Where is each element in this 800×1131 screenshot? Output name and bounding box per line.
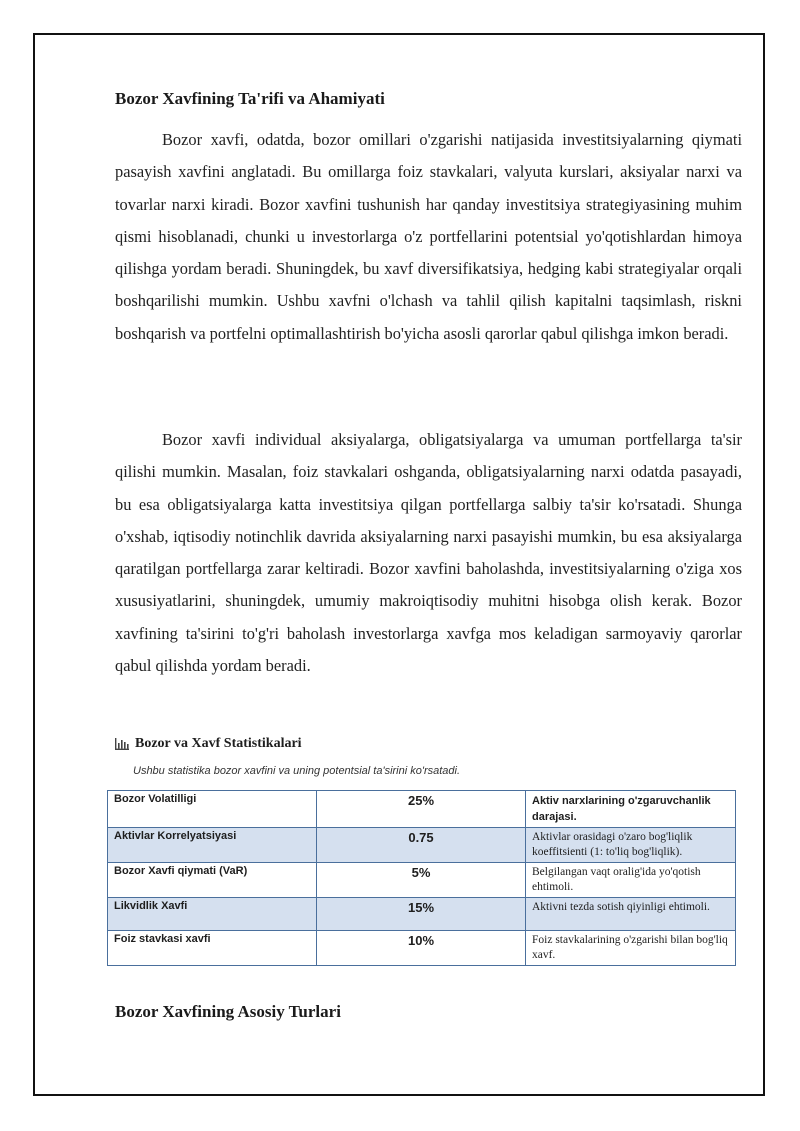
metric-name-cell: Foiz stavkasi xavfi — [108, 931, 317, 966]
metric-name-cell: Likvidlik Xavfi — [108, 898, 317, 931]
metric-name-cell: Aktivlar Korrelyatsiyasi — [108, 828, 317, 863]
stats-title-text: Bozor va Xavf Statistikalari — [135, 736, 302, 751]
metric-description-cell: Aktivni tezda sotish qiyinligi ehtimoli. — [526, 898, 736, 931]
metric-name-cell: Bozor Volatilligi — [108, 791, 317, 828]
metric-value-cell: 5% — [317, 863, 526, 898]
metric-value-cell: 25% — [317, 791, 526, 828]
body-paragraph: Bozor xavfi individual aksiyalarga, obligatsiyalarga va umuman portfellarga ta'sir qilishi mumkin. Masalan, foiz stavkalari oshganda, obligatsiyalarning narxi odatda pasayadi, bu esa obligatsiyalarga katta investitsiya qilgan portfellarga salbiy ta'sir ko'rsatadi. Shunga o'xshab, iqtisodiy notinchlik davrida aksiyalarning narxi pasayishi mumkin, bu esa aksiyalarga qaratilgan portfellarga zarar keltiradi. Bozor xavfini baholashda, investitsiyalarning o'ziga xos xususiyatlarini, shuningdek, umumiy makroiqtisodiy muhitni hisobga olish kerak. Bozor xavfining ta'sirini to'g'ri baholash investorlarga xavfga mos keladigan sarmoyaviy qarorlar qabul qilishda yordam beradi. — [115, 430, 742, 676]
stats-caption: Ushbu statistika bozor xavfini va uning potentsial ta'sirini ko'rsatadi. — [133, 765, 461, 777]
body-paragraph: Bozor xavfi, odatda, bozor omillari o'zgarishi natijasida investitsiyalarning qiymati pasayish xavfini anglatadi. Bu omillarga foiz stavkalari, valyuta kurslari, aksiyalar narxi va tovarlar narxi kiradi. Bozor xavfini tushunish har qanday investitsiya strategiyasining muhim qismi hisoblanadi, chunki u investorlarga o'z portfellarini potentsial yo'qotishlardan himoya qilishga yordam beradi. Shuningdek, bu xavf diversifikatsiya, hedging kabi strategiyalar orqali boshqarilishi mumkin. Ushbu xavfni o'lchash va tahlil qilish kapitalni taqsimlash, riskni boshqarish va portfelni optimallashtirish bo'yicha asosli qarorlar qabul qilishga imkon beradi. — [115, 130, 742, 343]
stats-title — [115, 736, 302, 752]
section-heading: Bozor Xavfining Ta'rifi va Ahamiyati — [115, 89, 385, 108]
metric-name-cell: Bozor Xavfi qiymati (VaR) — [108, 863, 317, 898]
stats-table — [107, 790, 736, 966]
table-row — [108, 828, 736, 863]
table-row — [108, 863, 736, 898]
table-row — [108, 931, 736, 966]
metric-value-cell: 0.75 — [317, 828, 526, 863]
metric-description-cell: Belgilangan vaqt oralig'ida yo'qotish ehtimoli. — [526, 863, 736, 898]
metric-description-cell: Aktiv narxlarining o'zgaruvchanlik darajasi. — [526, 791, 736, 828]
metric-description-cell: Aktivlar orasidagi o'zaro bog'liqlik koeffitsienti (1: to'liq bog'liqlik). — [526, 828, 736, 863]
section-heading: Bozor Xavfining Asosiy Turlari — [115, 1002, 341, 1021]
table-row — [108, 791, 736, 828]
metric-value-cell: 10% — [317, 931, 526, 966]
bar-chart-icon — [115, 738, 129, 750]
table-row — [108, 898, 736, 931]
metric-value-cell: 15% — [317, 898, 526, 931]
metric-description-cell: Foiz stavkalarining o'zgarishi bilan bog'liq xavf. — [526, 931, 736, 966]
